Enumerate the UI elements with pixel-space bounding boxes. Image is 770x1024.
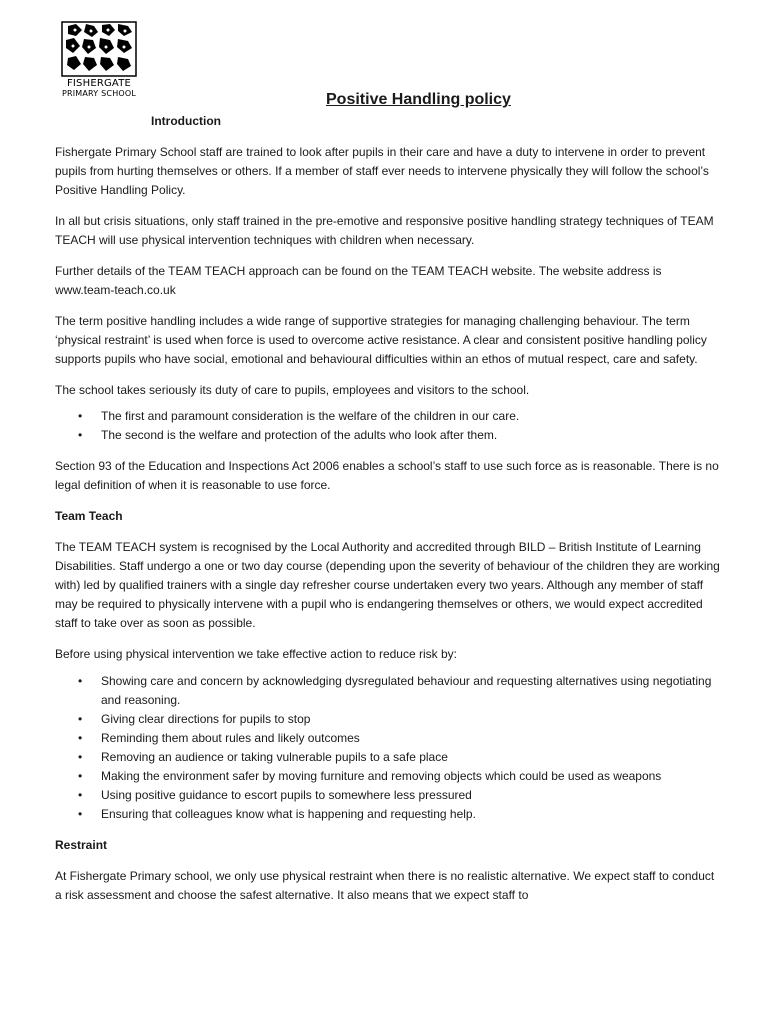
list-item: • Reminding them about rules and likely outcomes	[101, 729, 720, 748]
paragraph-section-93: Section 93 of the Education and Inspections Act 2006 enables a school’s staff to use such force as is reasonable. There is no legal definition of when it is reasonable to use force.	[55, 459, 719, 492]
list-item: • The second is the welfare and protection of the adults who look after them.	[101, 426, 720, 445]
paragraph-duty-statement: The school takes seriously its duty of care to pupils, employees and visitors to the school.	[55, 383, 530, 397]
introduction-heading: Introduction	[151, 114, 221, 128]
list-item: • Using positive guidance to escort pupils to somewhere less pressured	[101, 786, 720, 805]
paragraph-team-teach-training: In all but crisis situations, only staff trained in the pre-emotive and responsive positive handling strategy techniques of TEAM TEACH will use physical intervention techniques with children when necessary.	[55, 214, 714, 247]
paragraph-definition: The term positive handling includes a wide range of supportive strategies for managing challenging behaviour. The term ‘physical restraint’ is used when force is used to overcome active resistance. A clear and consistent positive handling policy supports pupils who have social, emotional and behavioural difficulties within an ethos of mutual respect, care and safety.	[55, 314, 707, 366]
list-item: • Giving clear directions for pupils to stop	[101, 710, 720, 729]
paragraph-reduce-risk: Before using physical intervention we take effective action to reduce risk by:	[55, 647, 457, 661]
list-item: • Showing care and concern by acknowledging dysregulated behaviour and requesting alternatives using negotiating and reasoning.	[101, 672, 720, 710]
list-item: • Removing an audience or taking vulnerable pupils to a safe place	[101, 748, 720, 767]
team-teach-heading: Team Teach	[55, 509, 123, 523]
list-item: • Making the environment safer by moving furniture and removing objects which could be used as weapons	[101, 767, 720, 786]
list-item: • The first and paramount consideration is the welfare of the children in our care.	[101, 407, 720, 426]
logo-school-name: FISHERGATE	[66, 78, 132, 89]
paragraph-restraint: At Fishergate Primary school, we only use physical restraint when there is no realistic alternative. We expect staff to conduct a risk assessment and choose the safest alternative. It also means that we expect staff to	[55, 869, 715, 902]
list-item: • Ensuring that colleagues know what is happening and requesting help.	[101, 805, 720, 824]
policy-body	[55, 143, 720, 917]
paragraph-website: Further details of the TEAM TEACH approach can be found on the TEAM TEACH website. The website address is www.team-teach.co.uk	[55, 264, 662, 297]
restraint-heading: Restraint	[55, 838, 108, 852]
school-crest-icon	[60, 20, 138, 78]
risk-reduction-list	[55, 672, 720, 824]
logo-school-type: PRIMARY SCHOOL	[61, 89, 137, 98]
paragraph-team-teach-system: The TEAM TEACH system is recognised by the Local Authority and accredited through BILD – British Institute of Learning Disabilities. Staff undergo a one or two day course (depending upon the severity of behaviour of the children they are working with) led by qualified trainers with a single day refresher course undertaken every two years. Although any member of staff may be required to physically intervene with a pupil who is endangering themselves or others, we would expect accredited staff to take over as soon as possible.	[55, 540, 720, 630]
paragraph-duty-of-care: Fishergate Primary School staff are trained to look after pupils in their care and have a duty to intervene in order to prevent pupils from hurting themselves or others. If a member of staff ever needs to intervene physically they will follow the school’s Positive Handling Policy.	[55, 145, 709, 197]
page-title: Positive Handling policy	[326, 91, 511, 108]
welfare-list	[55, 407, 720, 445]
school-logo	[60, 20, 138, 100]
